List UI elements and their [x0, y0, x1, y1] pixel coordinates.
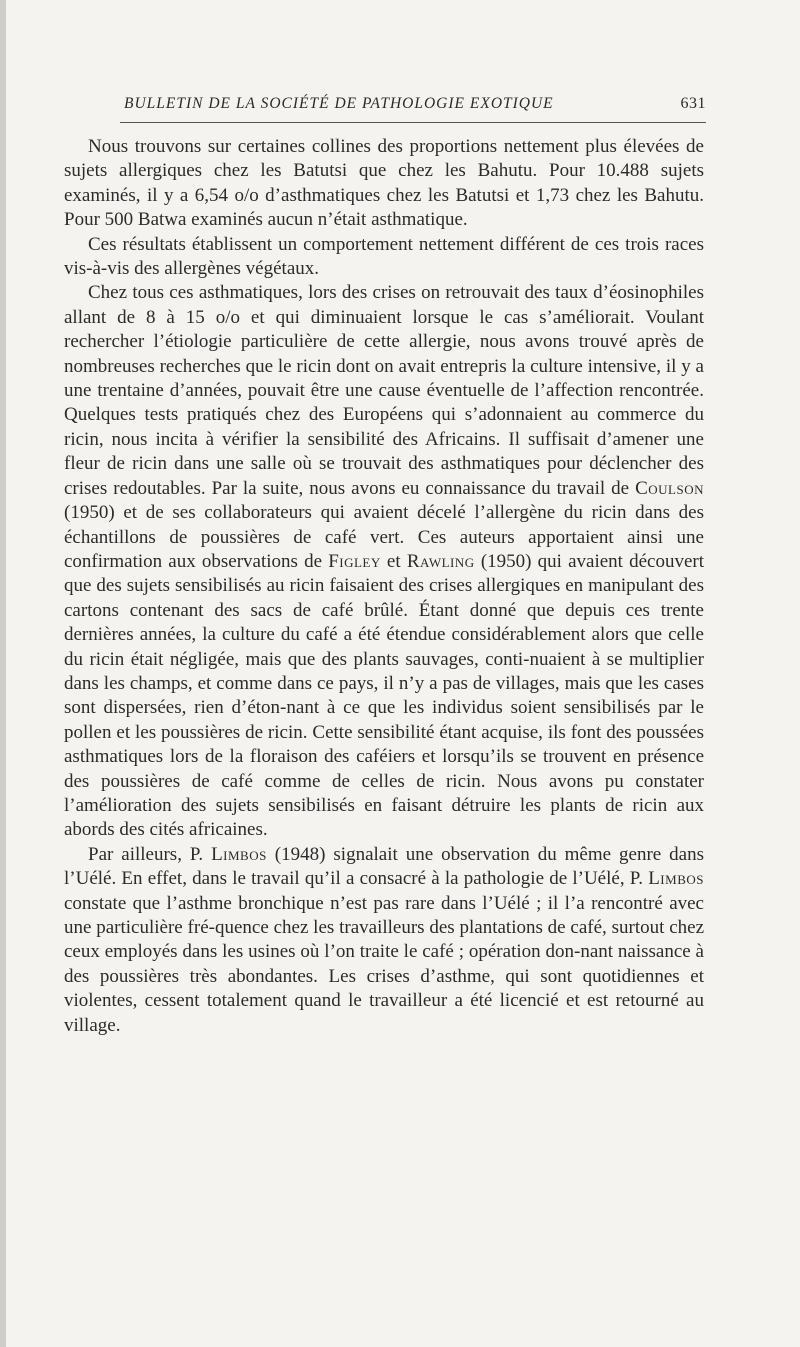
- paragraph-2: [64, 233, 704, 282]
- author-name-rawling: Rawling: [406, 550, 475, 572]
- text-segment: Ces résultats établissent un comportement nettement différent de ces trois races vis-à-vis des allergènes végétaux.: [64, 233, 704, 280]
- author-name-figley: Figley: [328, 550, 381, 572]
- text-segment: Nous trouvons sur certaines collines des proportions nettement plus élevées de sujets allergiques chez les Batutsi que chez les Bahutu. Pour 10.488 sujets examinés, il y a 6,54 o/o d’asthmatiques chez les Batutsi et 1,73 chez les Bahutu. Pour 500 Batwa examinés aucun n’était asthmatique.: [64, 136, 704, 231]
- text-segment: constate que l’asthme bronchique n’est pas rare dans l’Uélé ; il l’a rencontré avec une particulière fré-quence chez les travailleurs des plantations de café, surtout chez ceux employés dans les usines où l’on traite le café ; opération don-nant naissance à des poussières très abondantes. Les crises d’asthme, qui sont quotidiennes et violentes, cessent totalement quand le travailleur a été licencié et est retourné au village.: [64, 892, 704, 1036]
- header-rule: [120, 122, 706, 123]
- text-segment: (1950) qui avaient découvert que des sujets sensibilisés au ricin faisaient des crises allergiques en manipulant des cartons contenant des sacs de café brûlé. Étant donné que depuis ces trente dernières années, la culture du café a été étendue considérablement alors que celle du ricin était négligée, mais que des plants sauvages, conti-nuaient à se multiplier dans les champs, et comme dans ce pays, il n’y a pas de villages, mais que les cases sont dispersées, rien d’éton-nant à ce que les individus soient sensibilisés par le pollen et les poussières de ricin. Cette sensibilité étant acquise, ils font des poussées asthmatiques lors de la floraison des caféiers et lorsqu’ils se trouvent en présence des poussières de café comme de celles de ricin. Nous avons pu constater l’amélioration des sujets sensibilisés en faisant détruire les plants de ricin aux abords des cités africaines.: [64, 550, 705, 841]
- text-segment: (1950) et de ses collaborateurs qui avaient décelé l’allergène du ricin dans des échantillons de poussières de café vert. Ces auteurs apportaient ainsi une confirmation aux observations de: [64, 502, 704, 572]
- page-number: 631: [680, 95, 706, 112]
- paragraph-3: [64, 281, 704, 842]
- body-text: [64, 135, 704, 1038]
- author-name-coulson: Coulson: [635, 477, 704, 499]
- text-segment: et: [380, 550, 407, 572]
- text-segment: Par ailleurs, P.: [88, 843, 212, 865]
- text-segment: (1948) signalait une observation du même genre dans l’Uélé. En effet, dans le travail qu’il a consacré à la pathologie de l’Uélé, P.: [64, 843, 704, 890]
- author-name-limbos: Limbos: [648, 868, 704, 890]
- running-header: [120, 92, 706, 120]
- paragraph-4: [64, 843, 704, 1038]
- paragraph-1: [64, 135, 704, 233]
- text-segment: Chez tous ces asthmatiques, lors des crises on retrouvait des taux d’éosinophiles allant de 8 à 15 o/o et qui diminuaient lorsque le cas s’améliorait. Voulant rechercher l’étiologie particulière de cette allergie, nous avons trouvé après de nombreuses recherches que le ricin dont on avait entrepris la culture intensive, il y a une trentaine d’années, pouvait être une cause éventuelle de l’affection rencontrée. Quelques tests pratiqués chez des Européens qui s’adonnaient au commerce du ricin, nous incita à vérifier la sensibilité des Africains. Il suffisait d’amener une fleur de ricin dans une salle où se trouvait des asthmatiques pour déclencher des crises redoutables. Par la suite, nous avons eu connaissance du travail de: [64, 282, 704, 499]
- author-name-limbos: Limbos: [211, 843, 267, 865]
- running-title: BULLETIN DE LA SOCIÉTÉ DE PATHOLOGIE EXOTIQUE: [124, 95, 554, 112]
